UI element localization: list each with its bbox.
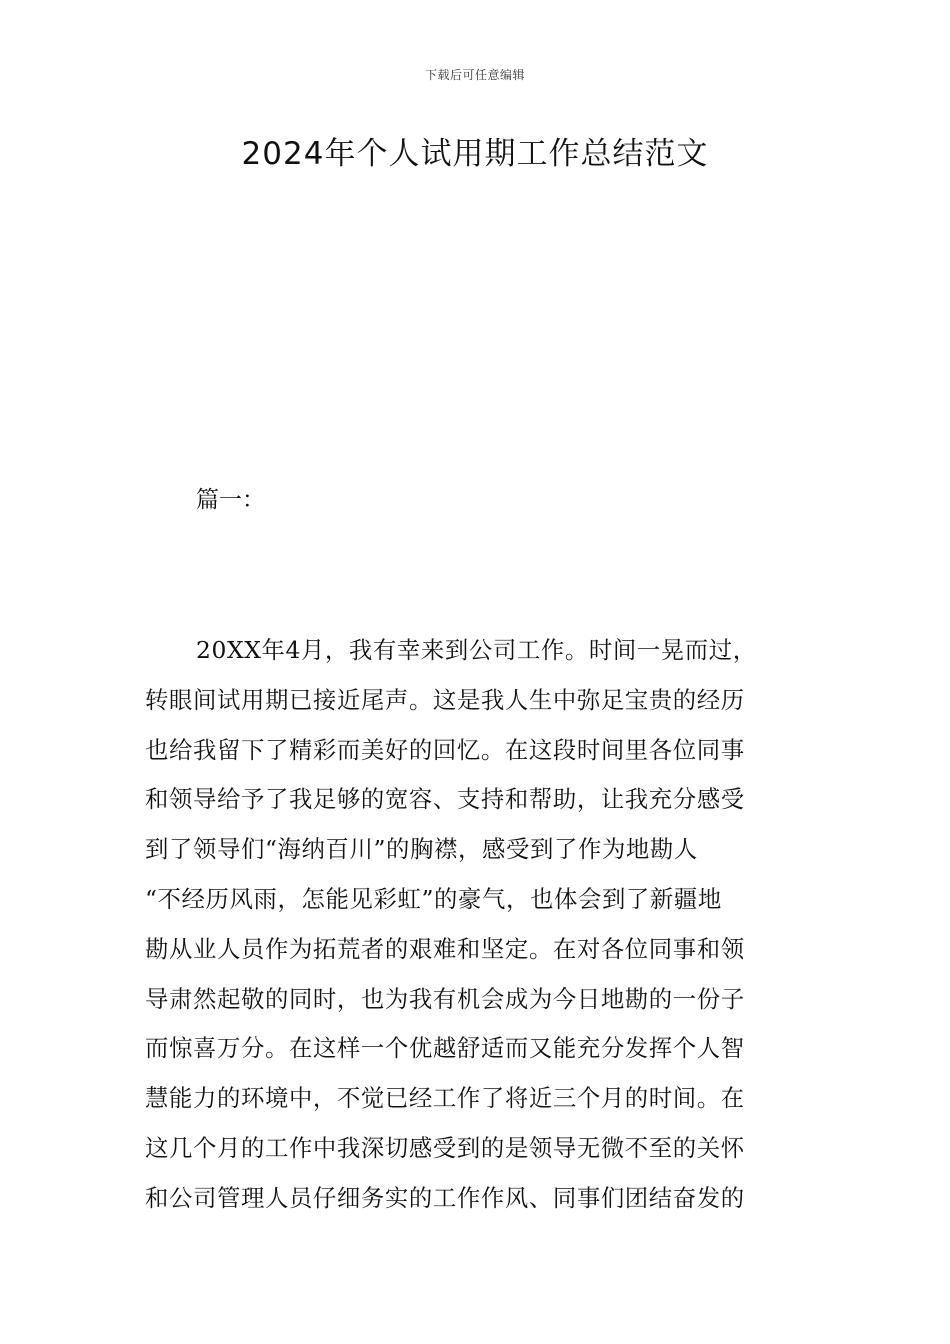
paragraph-line: 到了领导们“海纳百川”的胸襟，感受到了作为地勘人 [145, 835, 698, 864]
paragraph-line: 这几个月的工作中我深切感受到的是领导无微不至的关怀 [145, 1133, 745, 1162]
paragraph-line: 转眼间试用期已接近尾声。这是我人生中弥足宝贵的经历 [145, 685, 745, 714]
paragraph-line: 而惊喜万分。在这样一个优越舒适而又能充分发挥个人智 [145, 1034, 745, 1063]
header-note: 下载后可任意编辑 [424, 68, 525, 82]
paragraph-line: 慧能力的环境中，不觉已经工作了将近三个月的时间。在 [145, 1084, 745, 1113]
paragraph-line: 勘从业人员作为拓荒者的艰难和坚定。在对各位同事和领 [145, 934, 745, 963]
body-paragraph [145, 626, 807, 1224]
paragraph-line: 和领导给予了我足够的宽容、支持和帮助，让我充分感受 [145, 785, 745, 814]
paragraph-line: 和公司管理人员仔细务实的工作作风、同事们团结奋发的 [145, 1183, 745, 1212]
document-title: 2024年个人试用期工作总结范文 [241, 136, 709, 172]
section-label: 篇一： [196, 487, 265, 513]
paragraph-line: “不经历风雨，怎能见彩虹”的豪气，也体会到了新疆地 [145, 884, 722, 913]
paragraph-line: 导肃然起敬的同时，也为我有机会成为今日地勘的一份子 [145, 984, 745, 1013]
paragraph-line: 也给我留下了精彩而美好的回忆。在这段时间里各位同事 [145, 735, 745, 764]
paragraph-line: 20XX年4月，我有幸来到公司工作。时间一晃而过， [196, 636, 757, 664]
